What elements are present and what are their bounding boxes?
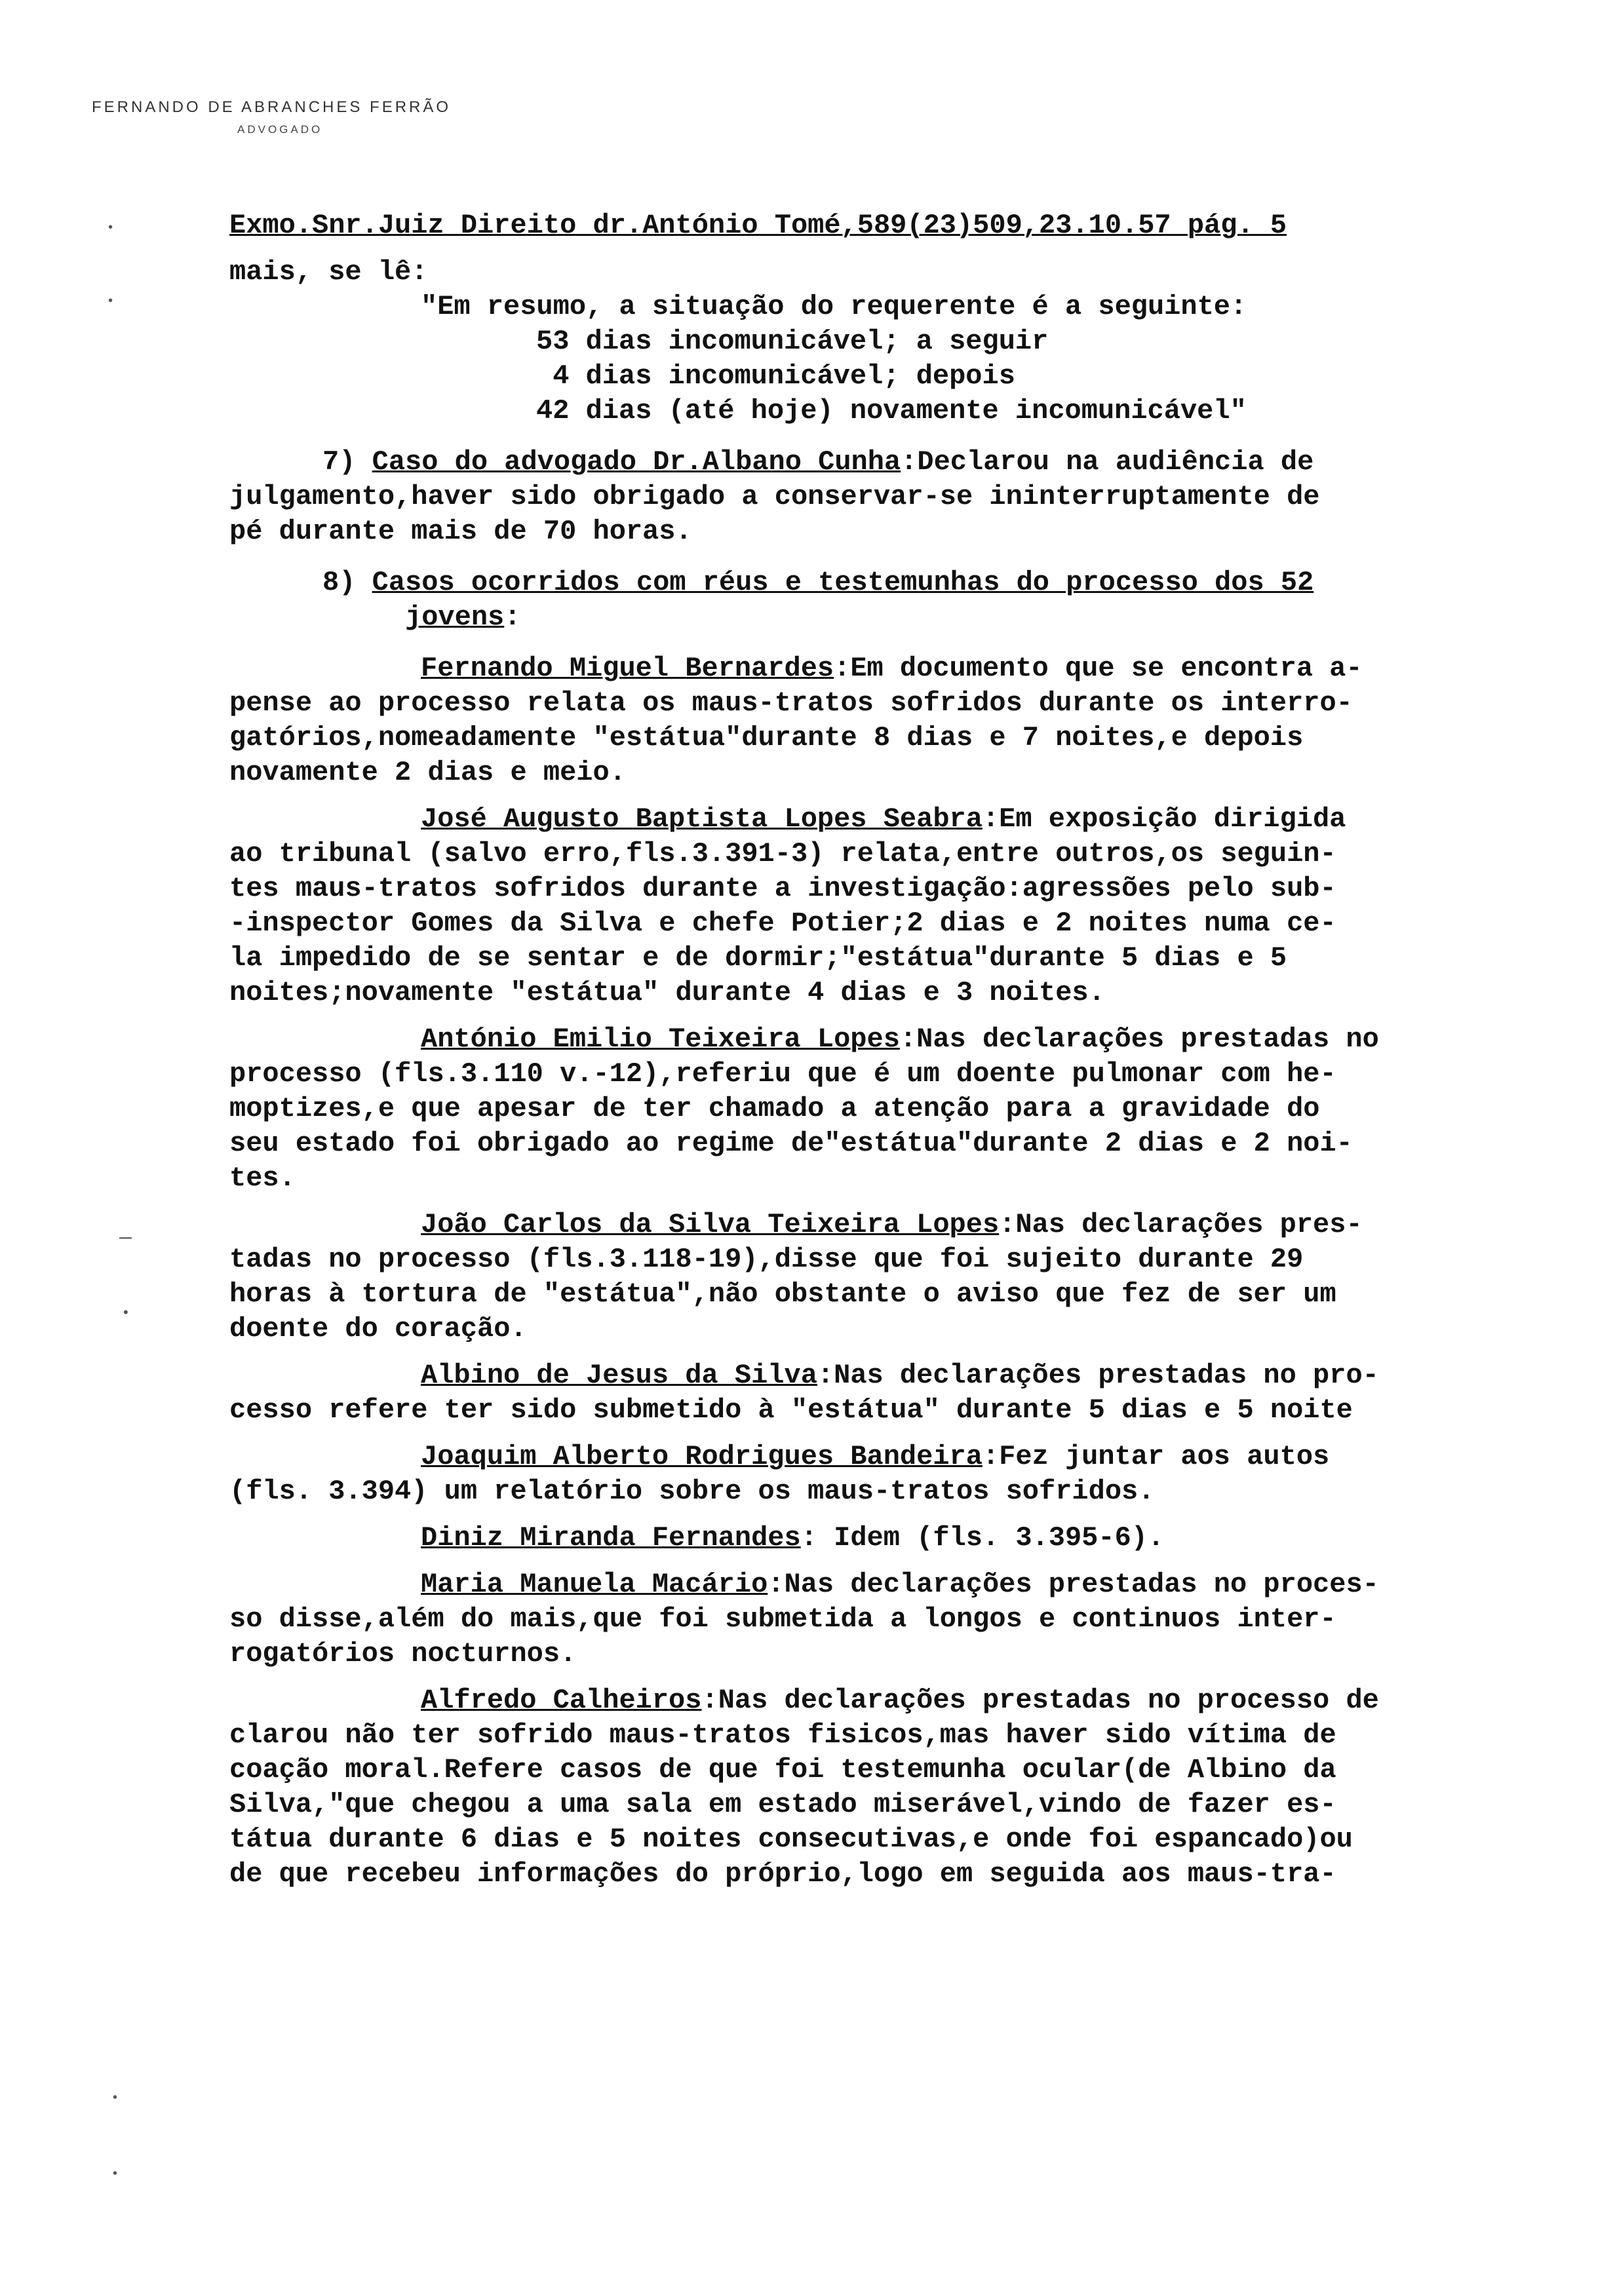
case-first-line [229,1208,1534,1242]
case-text: :Nas declarações prestadas no [899,1024,1379,1055]
margin-dot: • [113,2090,118,2105]
page-header-reference: Exmo.Snr.Juiz Direito dr.António Tomé,589(23)509,23.10.57 pág. 5 [229,210,1287,241]
case-line: novamente 2 dias e meio. [229,757,626,788]
quote-line: "Em resumo, a situação do requerente é a seguinte: [421,291,1247,322]
case-line: rogatórios nocturnos. [229,1638,577,1670]
margin-dot: • [113,2166,118,2181]
margin-dash: – [119,1224,132,1249]
section-7-first-line: :Declarou na audiência de [901,446,1314,478]
intro-lead: mais, se lê: [229,256,428,288]
quote-line: 4 dias incomunicável; depois [536,360,1015,392]
case-line: doente do coração. [229,1313,527,1345]
quote-line: 42 dias (até hoje) novamente incomunicável" [536,395,1247,427]
case-line: -inspector Gomes da Silva e chefe Potier;2 dias e 2 noites numa ce- [229,908,1336,939]
case-line: de que recebeu informações do próprio,logo em seguida aos maus-tra- [229,1858,1336,1890]
case-line: tátua durante 6 dias e 5 noites consecutivas,e onde foi espancado)ou [229,1824,1353,1855]
case-line: processo (fls.3.110 v.-12),referiu que é um doente pulmonar com he- [229,1058,1336,1090]
case-text: :Fez juntar aos autos [982,1441,1330,1472]
section-8-title: Casos ocorridos com réus e testemunhas do processo dos 52 [372,567,1314,598]
section-8-colon: : [504,602,521,633]
section-8-title-cont: jovens [405,602,505,633]
case-line: tes. [229,1162,296,1194]
margin-dot: • [108,294,113,308]
section-7-number: 7) [322,446,356,478]
case-name: José Augusto Baptista Lopes Seabra [421,803,983,835]
case-line: gatórios,nomeadamente "estátua"durante 8 dias e 7 noites,e depois [229,722,1304,754]
case-first-line [229,802,1534,837]
case-first-line [229,1358,1534,1393]
case-first-line [229,651,1534,686]
case-line: moptizes,e que apesar de ter chamado a atenção para a gravidade do [229,1093,1320,1124]
case-name: Maria Manuela Macário [421,1569,768,1600]
case-name: Joaquim Alberto Rodrigues Bandeira [421,1441,983,1472]
letter-body [229,208,1534,1892]
case-first-line [229,1022,1534,1057]
case-text: :Em documento que se encontra a- [834,653,1363,684]
quote-line: 53 dias incomunicável; a seguir [536,326,1049,357]
case-text: :Nas declarações prestadas no processo de [701,1685,1379,1716]
case-line: Silva,"que chegou a uma sala em estado miserável,vindo de fazer es- [229,1789,1336,1820]
case-line: ao tribunal (salvo erro,fls.3.391-3) relata,entre outros,os seguin- [229,838,1336,870]
section-8-number: 8) [322,567,356,598]
margin-dot: • [123,1304,128,1320]
case-line: noites;novamente "estátua" durante 4 dias e 3 noites. [229,977,1105,1008]
case-line: (fls. 3.394) um relatório sobre os maus-tratos sofridos. [229,1476,1155,1507]
case-line: horas à tortura de "estátua",não obstante o aviso que fez de ser um [229,1278,1336,1310]
case-line: coação moral.Refere casos de que foi testemunha ocular(de Albino da [229,1754,1336,1786]
case-line: seu estado foi obrigado ao regime de"estátua"durante 2 dias e 2 noi- [229,1128,1353,1159]
letterhead [92,98,451,136]
case-line: tes maus-tratos sofridos durante a investigação:agressões pelo sub- [229,873,1336,904]
case-first-line [229,1440,1534,1474]
letterhead-name: FERNANDO DE ABRANCHES FERRÃO [92,98,452,116]
case-first-line [229,1567,1534,1602]
section-8-heading-cont [229,600,1534,635]
case-text: :Nas declarações pres- [999,1209,1363,1240]
case-text: :Nas declarações prestadas no proces- [768,1569,1379,1600]
case-line: la impedido de se sentar e de dormir;"estátua"durante 5 dias e 5 [229,942,1287,974]
case-name: António Emilio Teixeira Lopes [421,1024,900,1055]
section-7-line: pé durante mais de 70 horas. [229,516,692,547]
case-line: cesso refere ter sido submetido à "estátua" durante 5 dias e 5 noite [229,1394,1353,1426]
letterhead-role: ADVOGADO [237,123,323,136]
case-text: :Em exposição dirigida [982,803,1346,835]
section-7-title: Caso do advogado Dr.Albano Cunha [372,446,901,478]
case-name: Fernando Miguel Bernardes [421,653,834,684]
case-text: :Nas declarações prestadas no pro- [817,1360,1379,1391]
case-name: Albino de Jesus da Silva [421,1360,817,1391]
case-line: tadas no processo (fls.3.118-19),disse que foi sujeito durante 29 [229,1244,1304,1275]
case-text: : Idem (fls. 3.395-6). [800,1522,1165,1554]
case-first-line [229,1683,1534,1718]
case-name: Diniz Miranda Fernandes [421,1522,801,1554]
case-first-line [229,1521,1534,1556]
case-line: pense ao processo relata os maus-tratos sofridos durante os interro- [229,687,1353,719]
case-name: João Carlos da Silva Teixeira Lopes [421,1209,1000,1240]
section-7-line: julgamento,haver sido obrigado a conservar-se ininterruptamente de [229,481,1320,512]
margin-dot: • [108,220,113,235]
section-7-heading [229,445,1534,480]
case-line: so disse,além do mais,que foi submetida a longos e continuos inter- [229,1603,1336,1635]
case-line: clarou não ter sofrido maus-tratos fisicos,mas haver sido vítima de [229,1719,1336,1751]
case-name: Alfredo Calheiros [421,1685,702,1716]
section-8-heading [229,565,1534,600]
